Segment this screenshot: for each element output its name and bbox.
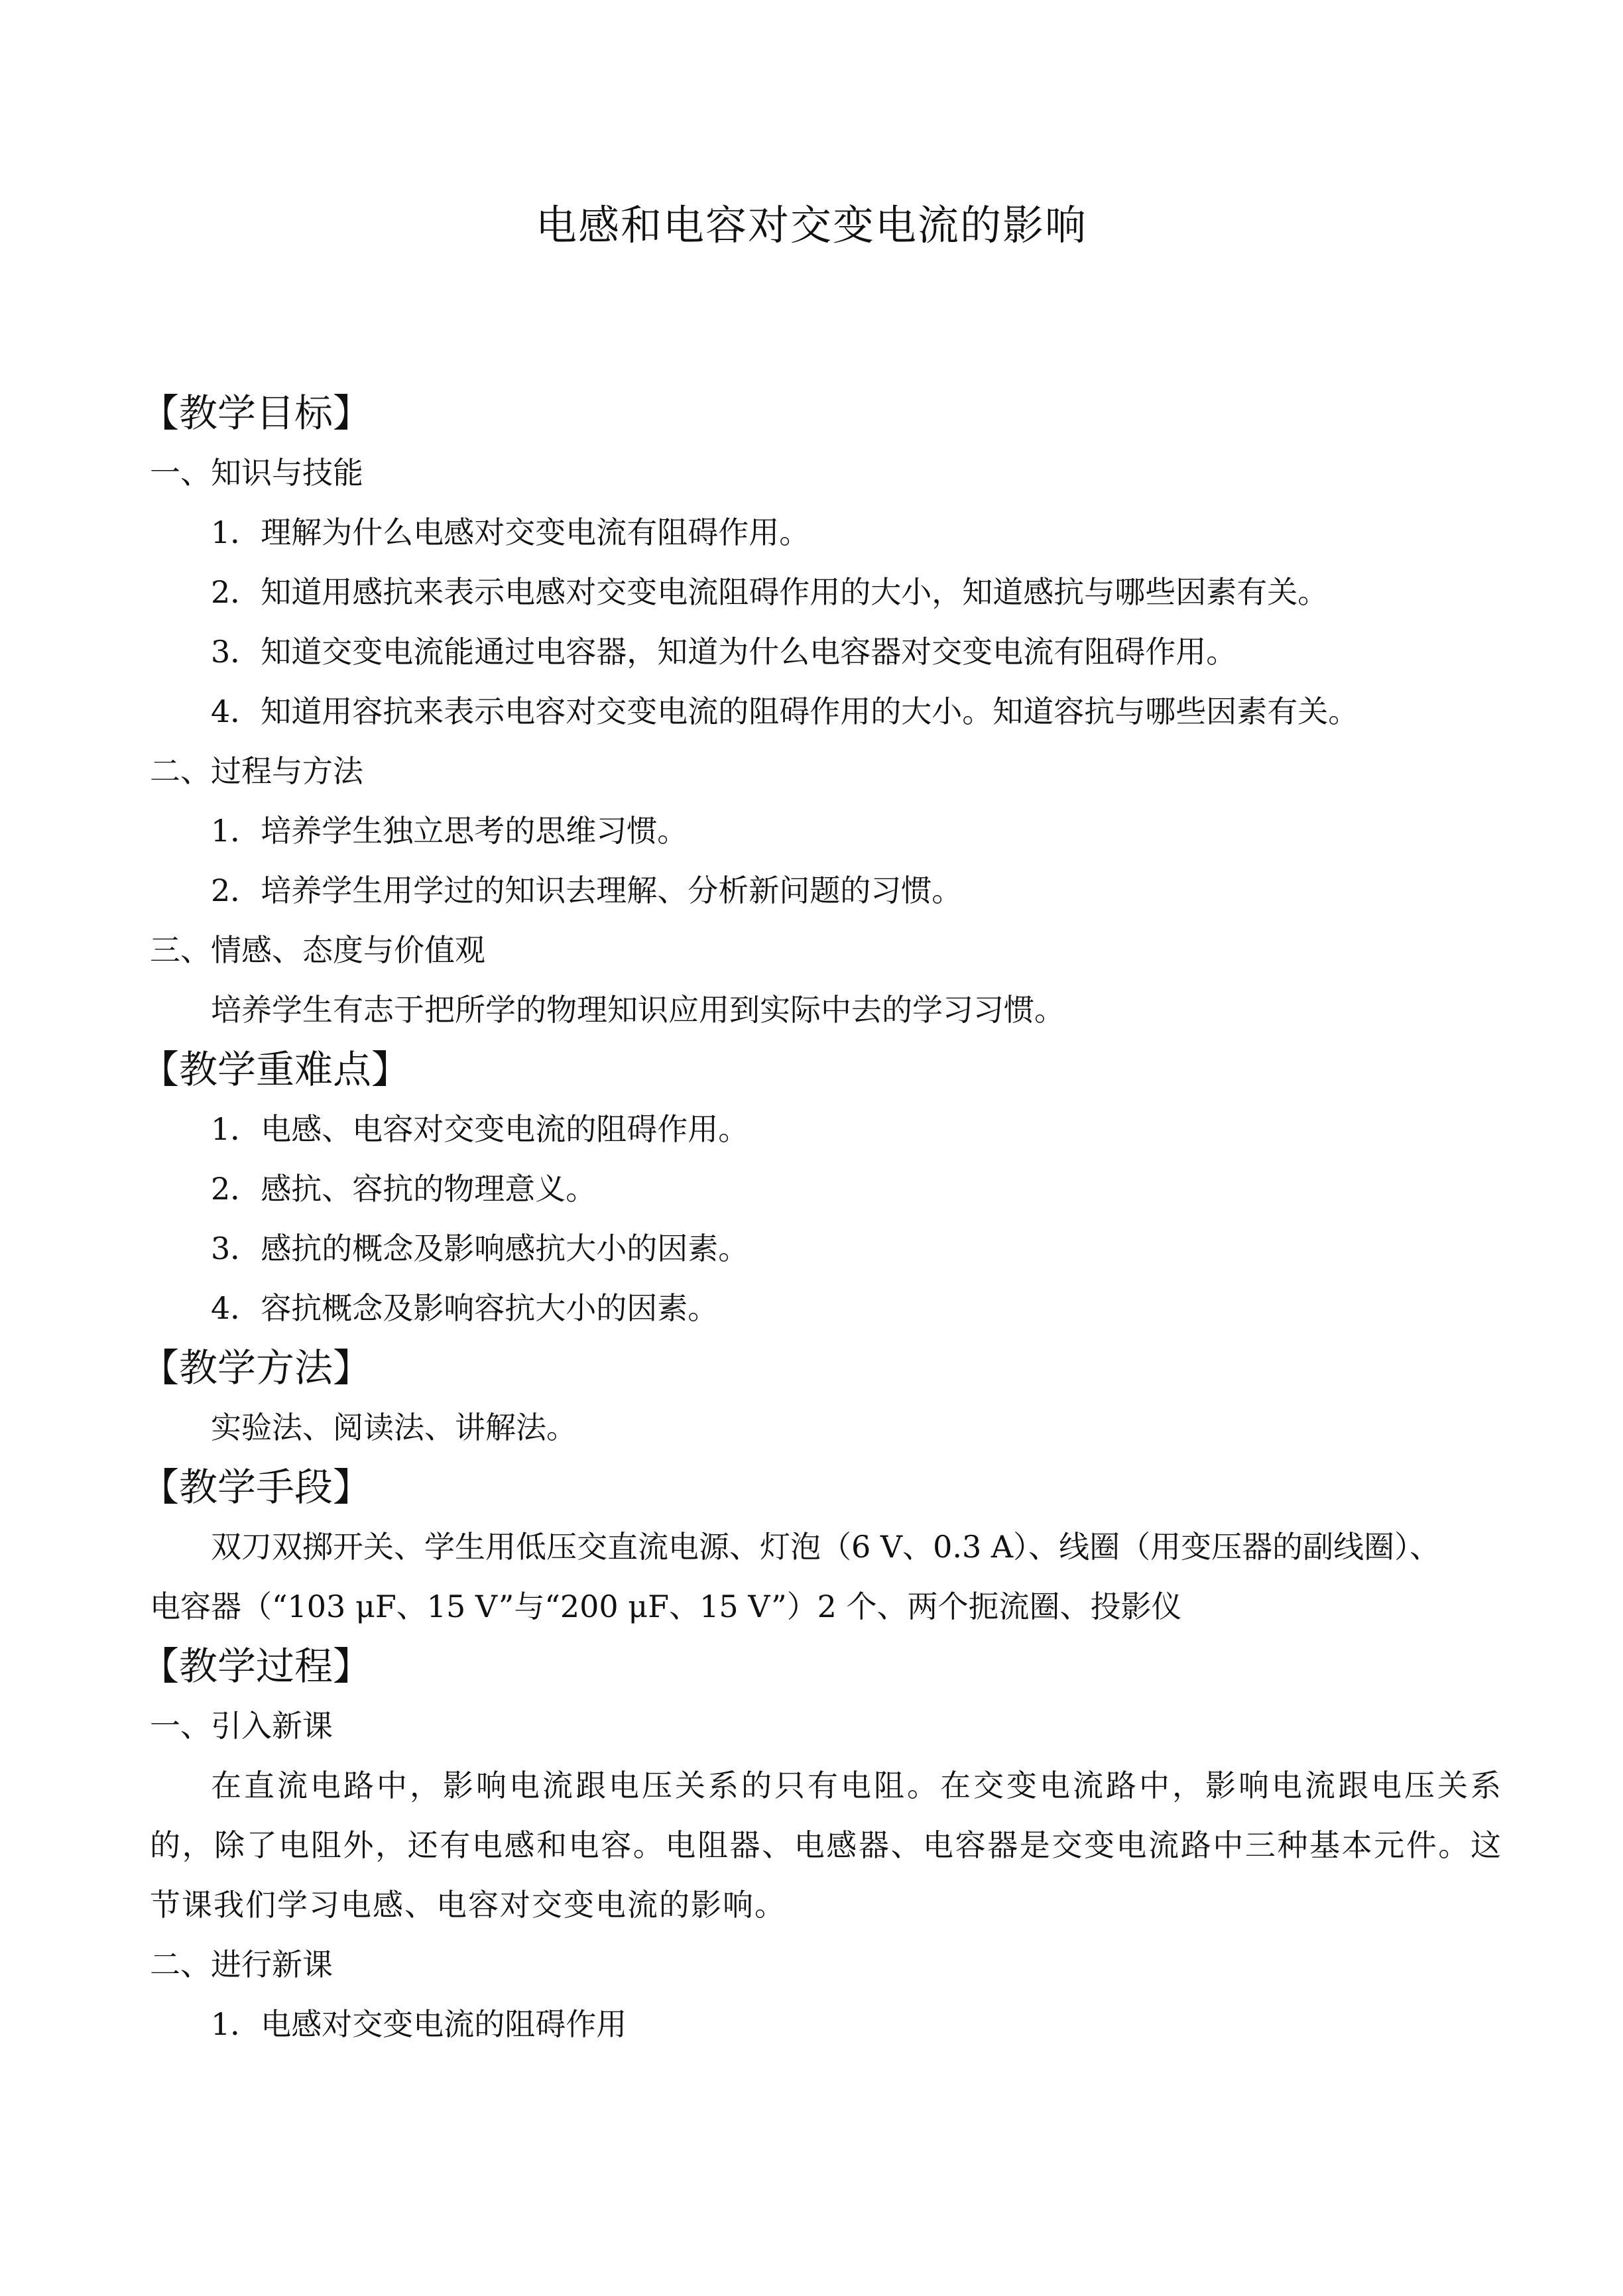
intro-paragraph: 在直流电路中，影响电流跟电压关系的只有电阻。在交变电流路中，影响电流跟电压关系的，除了电阻外，还有电感和电容。电阻器、电感器、电容器是交变电流路中三种基本元件。这节课我们学习电感、电容对交变电流的影响。	[150, 1768, 1502, 1923]
process-item: 1．培养学生独立思考的思维习惯。	[211, 813, 688, 849]
knowledge-item: 2．知道用感抗来表示电感对交变电流阻碍作用的大小，知道感抗与哪些因素有关。	[211, 574, 1329, 610]
methods-heading: 【教学方法】	[141, 1345, 372, 1390]
means-heading: 【教学手段】	[141, 1465, 372, 1510]
knowledge-item: 1．理解为什么电感对交变电流有阻碍作用。	[211, 514, 810, 550]
knowledge-heading: 一、知识与技能	[150, 455, 363, 491]
knowledge-item: 3．知道交变电流能通过电容器，知道为什么电容器对交变电流有阻碍作用。	[211, 634, 1237, 670]
methods-text: 实验法、阅读法、讲解法。	[211, 1410, 577, 1445]
means-text-line-1: 双刀双掷开关、学生用低压交直流电源、灯泡（6 V、0.3 A）、线圈（用变压器的副线圈）、	[211, 1529, 1441, 1565]
key-points-heading: 【教学重难点】	[141, 1047, 410, 1092]
key-point-item: 3．感抗的概念及影响感抗大小的因素。	[211, 1231, 749, 1266]
key-point-item: 1．电感、电容对交变电流的阻碍作用。	[211, 1111, 749, 1147]
knowledge-item: 4．知道用容抗来表示电容对交变电流的阻碍作用的大小。知道容抗与哪些因素有关。	[211, 694, 1359, 729]
emotion-heading: 三、情感、态度与价值观	[150, 932, 485, 968]
new-lesson-item: 1．电感对交变电流的阻碍作用	[211, 2006, 627, 2042]
document-body	[141, 383, 1502, 2054]
key-point-item: 2．感抗、容抗的物理意义。	[211, 1171, 597, 1207]
process-item: 2．培养学生用学过的知识去理解、分析新问题的习惯。	[211, 873, 963, 908]
means-text-line-2: 电容器（“103 μF、15 V”与“200 μF、15 V”）2 个、两个扼流圈、投影仪	[150, 1589, 1182, 1624]
new-lesson-heading: 二、进行新课	[150, 1947, 333, 1982]
intro-heading: 一、引入新课	[150, 1708, 333, 1744]
emotion-text: 培养学生有志于把所学的物理知识应用到实际中去的学习习惯。	[211, 992, 1065, 1028]
document-title: 电感和电容对交变电流的影响	[535, 201, 1087, 249]
teaching-process-heading: 【教学过程】	[141, 1644, 372, 1689]
process-heading: 二、过程与方法	[150, 753, 363, 789]
objectives-heading: 【教学目标】	[141, 391, 372, 436]
key-point-item: 4．容抗概念及影响容抗大小的因素。	[211, 1290, 719, 1326]
